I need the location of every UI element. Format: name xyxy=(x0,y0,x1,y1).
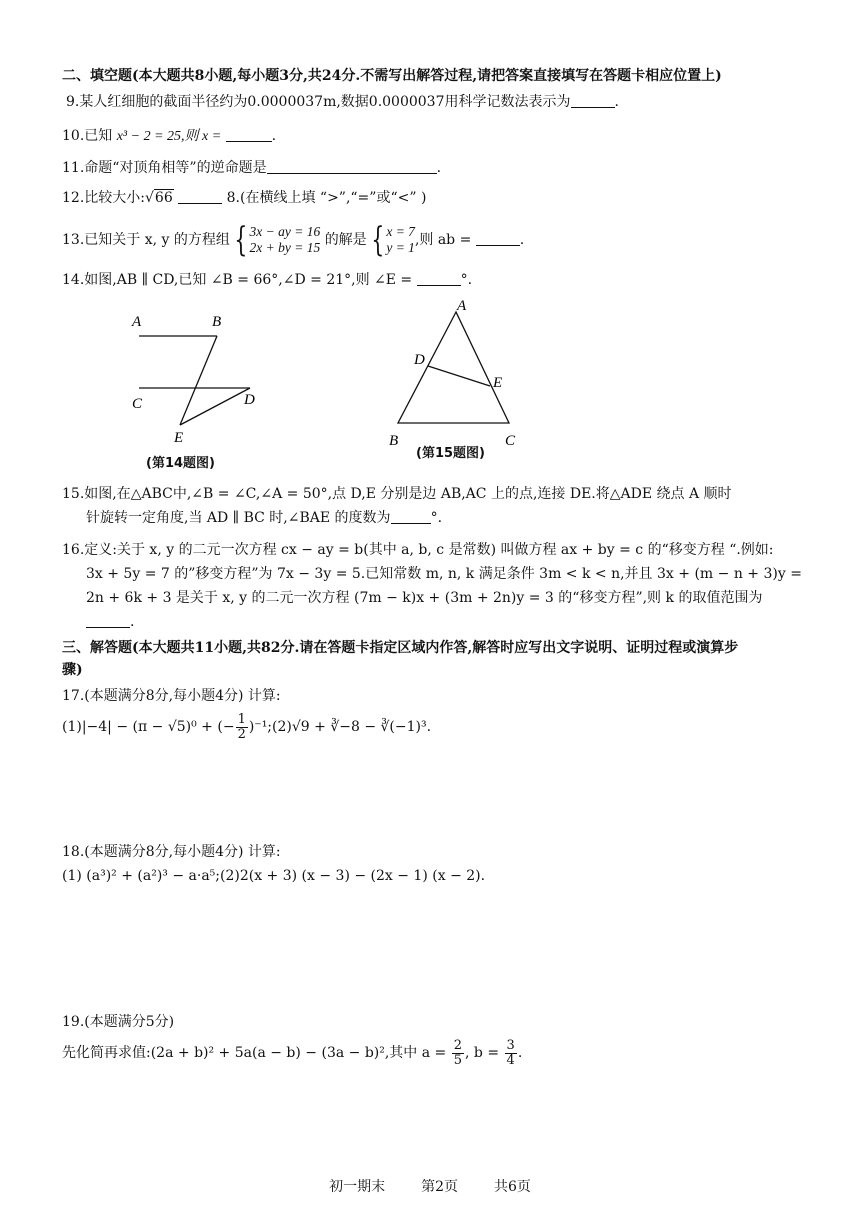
fig14-caption: (第14题图) xyxy=(146,456,215,471)
answer-blank-13[interactable] xyxy=(476,231,520,246)
question-19-title: 19.(本题满分5分) xyxy=(62,1014,175,1030)
question-11: 11.命题“对顶角相等”的逆命题是 . xyxy=(62,160,442,176)
question-16-line1: 16.定义:关于 x, y 的二元一次方程 cx − ay = b(其中 a, b, c 是常数) 叫做方程 ax + by = c 的“移变方程 “.例如: xyxy=(62,542,774,558)
question-14: 14.如图,AB ∥ CD,已知 ∠B = 66°,∠D = 21°,则 ∠E = °. xyxy=(62,272,473,288)
fig14-label-d: D xyxy=(244,392,255,408)
footer-exam: 初一期末 xyxy=(329,1179,386,1195)
question-13: 13.已知关于 x, y 的方程组 { 3x − ay = 16 2x + by = 15 的解是 { x = 7 y = 1 ,则 ab = . xyxy=(62,220,525,260)
fig14-label-b: B xyxy=(212,314,222,330)
answer-blank-12[interactable] xyxy=(178,189,222,204)
question-10: 10.已知 x³ − 2 = 25,则 x = . xyxy=(62,128,277,144)
answer-blank-9[interactable] xyxy=(571,93,615,108)
question-15-line1: 15.如图,在△ABC中,∠B = ∠C,∠A = 50°,点 D,E 分别是边 AB,AC 上的点,连接 DE.将△ADE 绕点 A 顺时 xyxy=(62,486,732,502)
footer-page: 第2页 xyxy=(421,1179,458,1195)
question-16-line4: . xyxy=(86,612,134,632)
answer-blank-14[interactable] xyxy=(417,271,461,286)
question-12: 12.比较大小:√66 8.(在横线上填 “>”,“=”或“<” ) xyxy=(62,190,427,206)
page-footer xyxy=(0,1176,860,1196)
fig14-label-a: A xyxy=(132,314,142,330)
fig15-label-c: C xyxy=(505,433,516,449)
fig15-label-d: D xyxy=(414,352,425,368)
question-17-expr: (1)|−4| − (π − √5)⁰ + (− $\frac{1}{2}$ )⁻¹;(2)√9 + ∛−8 − ∛(−1)³. xyxy=(62,711,432,742)
section3-header-line1: 三、解答题(本大题共11小题,共82分.请在答题卡指定区域内作答,解答时应写出文字说明、证明过程或演算步 xyxy=(62,640,739,656)
figure-15 xyxy=(380,294,530,454)
question-17-title: 17.(本题满分8分,每小题4分) 计算: xyxy=(62,688,281,704)
fig15-label-b: B xyxy=(389,433,399,449)
answer-blank-15[interactable] xyxy=(391,509,431,524)
question-9: 9.某人红细胞的截面半径约为0.0000037m,数据0.0000037用科学记数法表示为 . xyxy=(66,94,619,110)
fig15-caption: (第15题图) xyxy=(416,446,485,461)
fig14-label-e: E xyxy=(174,430,184,446)
answer-blank-11[interactable] xyxy=(267,159,437,174)
question-18-title: 18.(本题满分8分,每小题4分) 计算: xyxy=(62,844,281,860)
fig15-label-a: A xyxy=(457,298,467,314)
question-16-line2: 3x + 5y = 7 的”移变方程”为 7x − 3y = 5.已知常数 m, n, k 满足条件 3m < k < n,并且 3x + (m − n + 3)y = xyxy=(86,566,802,582)
question-18-expr: (1) (a³)² + (a²)³ − a·a⁵;(2)2(x + 3) (x − 3) − (2x − 1) (x − 2). xyxy=(62,868,486,884)
section3-header-line2: 骤) xyxy=(62,662,83,678)
section2-header: 二、填空题(本大题共8小题,每小题3分,共24分.不需写出解答过程,请把答案直接填写在答题卡相应位置上) xyxy=(62,68,722,84)
figure-14 xyxy=(120,306,280,446)
question-16-line3: 2n + 6k + 3 是关于 x, y 的二元一次方程 (7m − k)x + (3m + 2n)y = 3 的“移变方程”,则 k 的取值范围为 xyxy=(86,590,763,606)
answer-blank-10[interactable] xyxy=(226,127,272,142)
footer-total: 共6页 xyxy=(494,1179,531,1195)
question-19-expr: 先化简再求值:(2a + b)² + 5a(a − b) − (3a − b)²,其中 a = $\frac{2}{5}$ , b = $\frac{3}{4}$ . xyxy=(62,1037,523,1068)
fig14-label-c: C xyxy=(132,396,143,412)
question-15-line2: 针旋转一定角度,当 AD ∥ BC 时,∠BAE 的度数为 °. xyxy=(86,510,443,526)
fig15-label-e: E xyxy=(493,375,503,391)
answer-blank-16[interactable] xyxy=(86,613,130,628)
